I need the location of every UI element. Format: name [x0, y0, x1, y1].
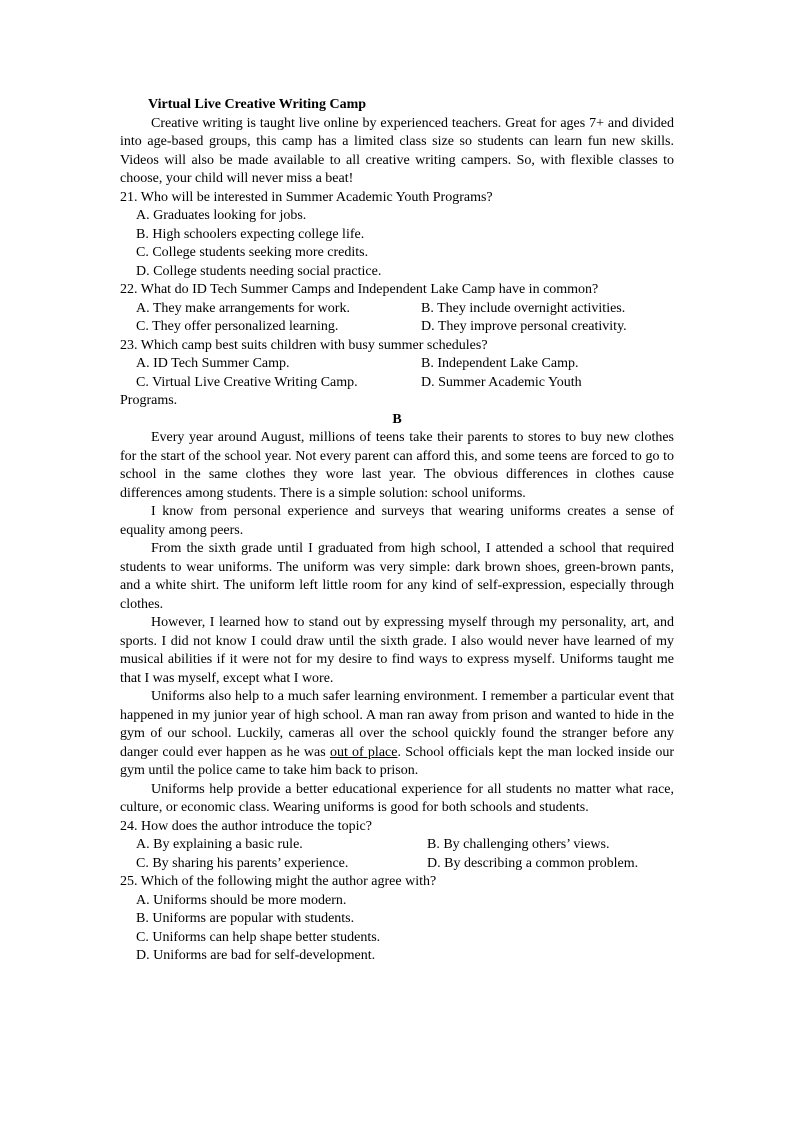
- underlined-phrase: out of place: [329, 744, 398, 760]
- question-23-option-d-continued: Programs.: [120, 393, 178, 408]
- section-b-paragraph-4: However, I learned how to stand out by expressing myself through my personality, art, and sports. I did not know I could draw until the sixth grade. I also would never have learned of my musical abilities if it were not for my desire to find ways to express myself. Uniforms taught me that I was myself, except what I wore.: [120, 615, 674, 686]
- question-21-option-d: D. College students needing social practice.: [136, 263, 382, 279]
- section-b-paragraph-2: I know from personal experience and surveys that wearing uniforms creates a sense of equality among peers.: [120, 504, 674, 538]
- paragraph-5-text-before: Uniforms also help to a much safer learning environment. I remember a particular event that happened in my junior year of high school. A man ran away from prison and wanted to hide in the gym of our school. Luckily, cameras all over the school quickly found the stranger before any danger could ever happen as he was: [120, 689, 674, 760]
- question-22-option-a: A. They make arrangements for work.: [136, 300, 350, 316]
- question-24-option-b: B. By challenging others’ views.: [427, 837, 610, 852]
- question-22-row-2: [136, 318, 674, 337]
- question-23-option-a: A. ID Tech Summer Camp.: [136, 356, 290, 371]
- question-22-option-c: C. They offer personalized learning.: [136, 319, 339, 334]
- question-23-row-1: [136, 355, 674, 374]
- question-22-option-d: D. They improve personal creativity.: [421, 319, 627, 334]
- question-23-stem: 23. Which camp best suits children with busy summer schedules?: [120, 337, 488, 353]
- question-24-row-1: [136, 836, 674, 855]
- question-24-option-c: C. By sharing his parents’ experience.: [136, 855, 349, 871]
- question-21-option-a: A. Graduates looking for jobs.: [136, 208, 307, 223]
- question-22-option-b: B. They include overnight activities.: [421, 300, 626, 316]
- question-24-row-2: [136, 855, 674, 874]
- section-a-title: Virtual Live Creative Writing Camp: [148, 97, 367, 112]
- question-22-stem: 22. What do ID Tech Summer Camps and Independent Lake Camp have in common?: [120, 282, 599, 297]
- question-25-option-d: D. Uniforms are bad for self-development.: [136, 948, 376, 963]
- section-b-paragraph-6: Uniforms help provide a better educational experience for all students no matter what race, culture, or economic class. Wearing uniforms is good for both schools and students.: [120, 781, 674, 815]
- paragraph-5-text-after: . School officials kept the man locked inside our gym until the police came to take him back to prison.: [120, 744, 674, 778]
- question-25-stem: 25. Which of the following might the author agree with?: [120, 874, 437, 889]
- section-b-paragraph-5: [120, 688, 674, 781]
- question-21-option-c: C. College students seeking more credits.: [136, 245, 369, 260]
- question-22-row-1: [136, 300, 674, 319]
- section-b-paragraph-3: From the sixth grade until I graduated from high school, I attended a school that required students to wear uniforms. The uniform was very simple: dark brown shoes, green-brown pants, and a white shirt. The uniform left little room for any kind of self-expression, especially through clothes.: [120, 541, 674, 612]
- question-21-option-b: B. High schoolers expecting college life.: [136, 226, 365, 242]
- question-24-option-d: D. By describing a common problem.: [427, 855, 639, 871]
- section-b-heading: B: [392, 411, 402, 427]
- question-24-stem: 24. How does the author introduce the topic?: [120, 818, 372, 834]
- question-23-option-c: C. Virtual Live Creative Writing Camp.: [136, 374, 358, 390]
- question-23-row-2: [136, 374, 674, 393]
- question-25-option-b: B. Uniforms are popular with students.: [136, 911, 355, 926]
- question-25-option-c: C. Uniforms can help shape better students.: [136, 929, 381, 945]
- question-25-option-a: A. Uniforms should be more modern.: [136, 892, 347, 908]
- section-a-paragraph: Creative writing is taught live online by experienced teachers. Great for ages 7+ and divided into age-based groups, this camp has a limited class size so students can learn fun new skills. Videos will also be made available to all creative writing campers. So, with flexible classes to choose, your child will never miss a beat!: [120, 115, 674, 186]
- section-b-paragraph-1: Every year around August, millions of teens take their parents to stores to buy new clothes for the start of the school year. Not every parent can afford this, and some teens are forced to go to school in the same clothes they wore last year. The obvious differences in clothes cause differences among students. There is a simple solution: school uniforms.: [120, 430, 674, 501]
- question-21-stem: 21. Who will be interested in Summer Academic Youth Programs?: [120, 189, 493, 205]
- question-23-option-d: D. Summer Academic Youth: [421, 374, 582, 390]
- page-content: [120, 96, 674, 966]
- question-24-option-a: A. By explaining a basic rule.: [136, 837, 303, 852]
- question-23-option-b: B. Independent Lake Camp.: [421, 356, 579, 371]
